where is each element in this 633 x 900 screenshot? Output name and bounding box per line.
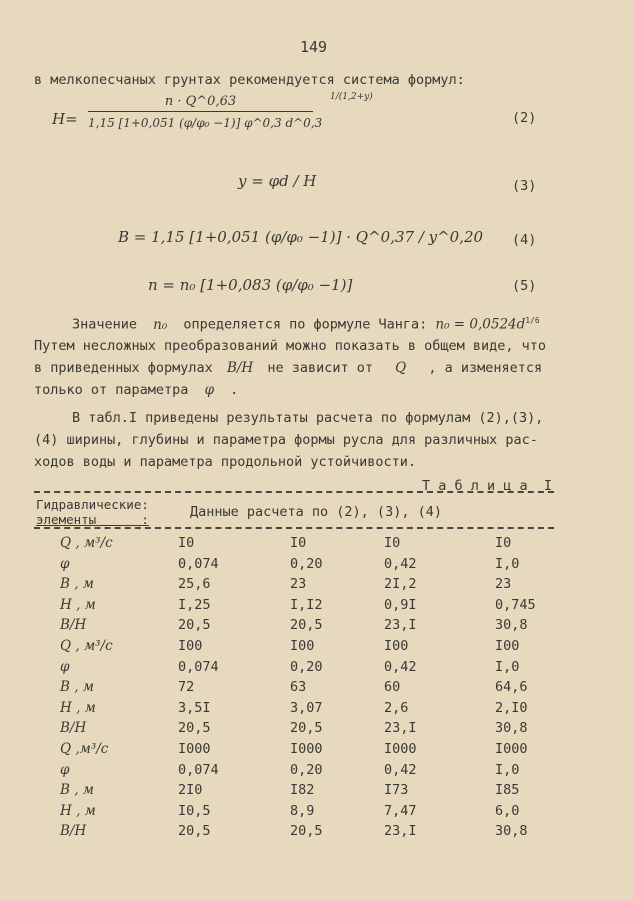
formula-2-number: (2) xyxy=(512,110,537,126)
formula-2-numerator: n · Q^0,63 xyxy=(88,94,313,112)
paragraph-2-line-3: ходов воды и параметра продольной устойчивости. xyxy=(34,454,417,470)
table-row xyxy=(0,617,633,637)
formula-4: B = 1,15 [1+0,051 (φ/φ₀ −1)] · Q^0,37 / y^0,20 xyxy=(118,228,484,246)
row-label: φ xyxy=(60,658,70,675)
chang-formula: n₀ = 0,0524d xyxy=(435,316,526,333)
table-cell: I000 xyxy=(290,741,323,757)
table-cell: I000 xyxy=(178,741,211,757)
table-row xyxy=(0,638,633,658)
table-row xyxy=(0,803,633,823)
symbol-phi: φ xyxy=(204,382,215,398)
table-cell: 2,I0 xyxy=(495,699,528,716)
table-cell: 0,42 xyxy=(384,761,417,778)
text: только от параметра xyxy=(34,382,189,398)
paragraph-2-line-1: В табл.I приведены результаты расчета по формулам (2),(3), xyxy=(72,410,544,426)
table-cell: 23,I xyxy=(384,823,417,840)
table-cell: I0 xyxy=(495,535,512,551)
row-label: H , м xyxy=(60,802,96,819)
formula-5-number: (5) xyxy=(512,278,537,294)
table-cell: 30,8 xyxy=(495,617,528,634)
table-cell: 23,I xyxy=(384,720,417,737)
table-cell: 30,8 xyxy=(495,720,528,737)
table-caption: Т а б л и ц а I xyxy=(422,478,553,494)
table-cell: 8,9 xyxy=(290,802,315,819)
paragraph-1-line-4 xyxy=(34,382,238,398)
table-cell: I00 xyxy=(384,638,409,654)
table-header-rule xyxy=(34,527,554,529)
table-cell: 6,0 xyxy=(495,802,520,819)
table-header-col1-line1: Гидравлические: xyxy=(36,497,149,512)
table-cell: 23 xyxy=(495,576,512,593)
row-label: φ xyxy=(60,555,70,572)
text: Значение xyxy=(72,316,138,333)
table-cell: 23 xyxy=(290,576,307,593)
table-cell: 64,6 xyxy=(495,679,528,696)
table-cell: I00 xyxy=(178,638,203,654)
table-cell: I,I2 xyxy=(290,596,323,613)
table-cell: 0,074 xyxy=(178,761,219,778)
table-row xyxy=(0,720,633,740)
row-label: φ xyxy=(60,761,70,778)
table-row xyxy=(0,782,633,802)
formula-3: y = φd / H xyxy=(238,172,317,190)
symbol-q: Q xyxy=(395,360,407,376)
table-cell: I0 xyxy=(384,535,401,551)
row-label: B , м xyxy=(60,782,94,799)
row-label: B/H xyxy=(60,720,87,737)
table-cell: I0 xyxy=(290,535,307,551)
table-row xyxy=(0,576,633,596)
table-cell: I82 xyxy=(290,782,315,799)
table-cell: 0,42 xyxy=(384,555,417,572)
table-cell: I73 xyxy=(384,782,409,799)
table-cell: 0,745 xyxy=(495,596,536,613)
intro-text: в мелкопесчаных грунтах рекомендуется система формул: xyxy=(34,72,465,88)
table-cell: 3,5I xyxy=(178,699,211,716)
table-cell: I00 xyxy=(290,638,315,654)
table-row xyxy=(0,535,633,555)
table-cell: 2,6 xyxy=(384,699,409,716)
table-cell: I,25 xyxy=(178,596,211,613)
symbol-bh: B/H xyxy=(226,360,254,376)
text: определяется по формуле Чанга: xyxy=(183,316,428,333)
table-header-col1-line2: элементы : xyxy=(36,512,149,527)
table-top-rule xyxy=(34,491,554,493)
row-label: H , м xyxy=(60,596,96,613)
formula-2-exponent: 1/(1,2+y) xyxy=(330,92,373,102)
table-cell: 7,47 xyxy=(384,802,417,819)
table-cell: 63 xyxy=(290,679,307,696)
table-cell: 0,074 xyxy=(178,555,219,572)
table-row xyxy=(0,700,633,720)
table-cell: 0,20 xyxy=(290,761,323,778)
table-row xyxy=(0,556,633,576)
text: , а изменяется xyxy=(428,360,543,376)
table-cell: 25,6 xyxy=(178,576,211,593)
symbol-n0: n₀ xyxy=(153,316,168,333)
table-cell: 2I,2 xyxy=(384,576,417,593)
table-cell: 20,5 xyxy=(290,823,323,840)
row-label: B/H xyxy=(60,823,87,840)
text: не зависит от xyxy=(267,360,374,376)
row-label: B/H xyxy=(60,617,87,634)
table-cell: 60 xyxy=(384,679,401,696)
table-cell: 0,20 xyxy=(290,555,323,572)
table-cell: 3,07 xyxy=(290,699,323,716)
table-cell: 72 xyxy=(178,679,195,696)
table-row xyxy=(0,823,633,843)
table-cell: I0 xyxy=(178,535,195,551)
table-row xyxy=(0,679,633,699)
paragraph-1-line-3 xyxy=(34,360,542,376)
table-cell: 0,9I xyxy=(384,596,417,613)
row-label: Q ,м³/с xyxy=(60,741,109,757)
table-cell: 20,5 xyxy=(178,823,211,840)
row-label: B , м xyxy=(60,576,94,593)
paragraph-1-line-1 xyxy=(72,316,540,333)
table-cell: I00 xyxy=(495,638,520,654)
row-label: H , м xyxy=(60,699,96,716)
table-row xyxy=(0,762,633,782)
table-row xyxy=(0,741,633,761)
table-cell: I,0 xyxy=(495,761,520,778)
table-cell: 30,8 xyxy=(495,823,528,840)
table-cell: 0,42 xyxy=(384,658,417,675)
table-header-col2: Данные расчета по (2), (3), (4) xyxy=(190,504,442,520)
paragraph-1-line-2: Путем несложных преобразований можно показать в общем виде, что xyxy=(34,338,547,354)
text: в приведенных формулах xyxy=(34,360,213,376)
page-number: 149 xyxy=(300,38,328,56)
table-cell: 0,20 xyxy=(290,658,323,675)
chang-formula-exponent: 1/6 xyxy=(525,316,540,325)
formula-2-lhs: H= xyxy=(52,110,78,128)
table-cell: 20,5 xyxy=(178,720,211,737)
table-cell: 2I0 xyxy=(178,782,203,799)
table-cell: 0,074 xyxy=(178,658,219,675)
table-cell: I000 xyxy=(495,741,528,757)
formula-3-number: (3) xyxy=(512,178,537,194)
formula-4-number: (4) xyxy=(512,232,537,248)
formula-5: n = n₀ [1+0,083 (φ/φ₀ −1)] xyxy=(148,276,353,294)
row-label: Q , м³/с xyxy=(60,638,113,654)
table-cell: I85 xyxy=(495,782,520,799)
table-cell: 20,5 xyxy=(178,617,211,634)
paragraph-2-line-2: (4) ширины, глубины и параметра формы русла для различных рас- xyxy=(34,432,538,448)
table-cell: I0,5 xyxy=(178,802,211,819)
row-label: Q , м³/с xyxy=(60,535,113,551)
table-cell: 23,I xyxy=(384,617,417,634)
text: . xyxy=(230,382,239,398)
table-cell: I,0 xyxy=(495,658,520,675)
table-cell: 20,5 xyxy=(290,617,323,634)
table-cell: I,0 xyxy=(495,555,520,572)
formula-2-denominator: 1,15 [1+0,051 (φ/φ₀ −1)] φ^0,3 d^0,3 xyxy=(88,116,323,130)
table-cell: 20,5 xyxy=(290,720,323,737)
table-row xyxy=(0,659,633,679)
row-label: B , м xyxy=(60,679,94,696)
table-row xyxy=(0,597,633,617)
table-cell: I000 xyxy=(384,741,417,757)
